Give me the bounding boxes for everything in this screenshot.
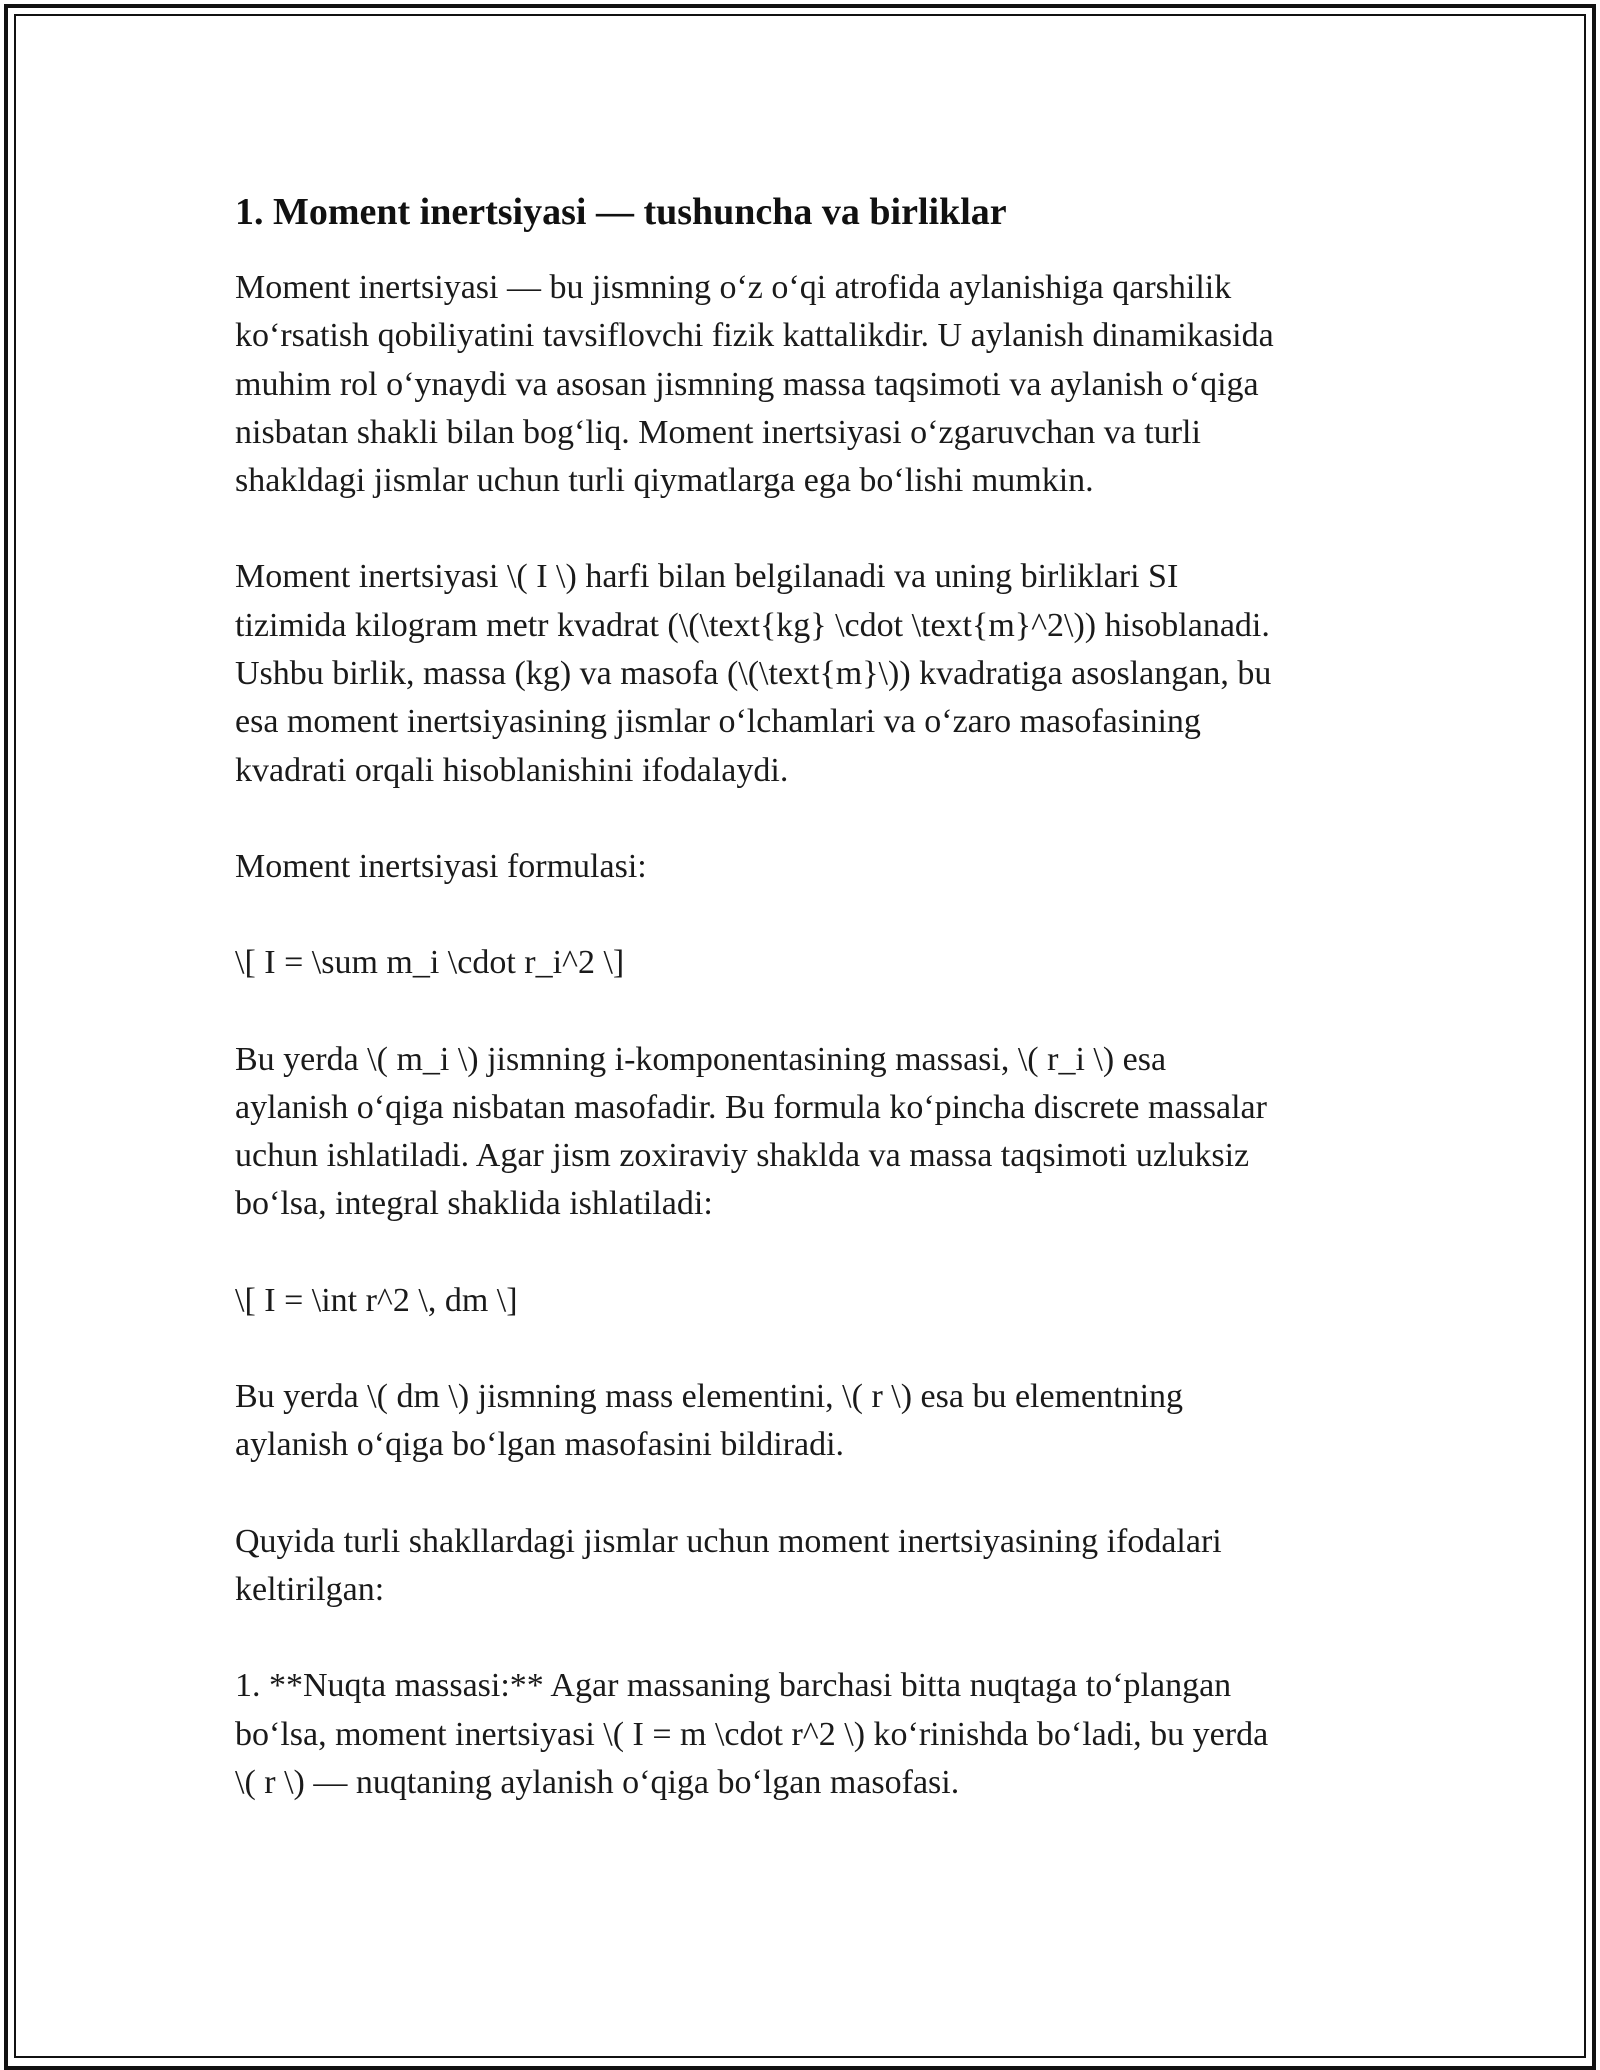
text-line: kvadrati orqali hisoblanishini ifodalaydi. [235, 751, 789, 789]
paragraph-formula-intro [235, 843, 1365, 891]
paragraph-definition [235, 264, 1365, 505]
text-line: aylanish o‘qiga bo‘lgan masofasini bildiradi. [235, 1426, 845, 1464]
text-line: Moment inertsiyasi — bu jismning o‘z o‘qi atrofida aylanishiga qarshilik [235, 269, 1232, 306]
text-line: Moment inertsiyasi formulasi: [235, 847, 647, 885]
text-line: muhim rol o‘ynaydi va asosan jismning massa taqsimoti va aylanish o‘qiga [235, 365, 1259, 403]
text-line: Quyida turli shakllardagi jismlar uchun moment inertsiyasining ifodalari [235, 1522, 1222, 1560]
text-line: Bu yerda \( m_i \) jismning i-komponentasining massasi, \( r_i \) esa [235, 1040, 1167, 1078]
text-line: Moment inertsiyasi \( I \) harfi bilan belgilanadi va uning birliklari SI [235, 558, 1179, 596]
section-heading: 1. Moment inertsiyasi — tushuncha va birliklar [235, 191, 1007, 233]
text-line: tizimida kilogram metr kvadrat (\(\text{kg} \cdot \text{m}^2\)) hisoblanadi. [235, 606, 1270, 644]
formula-line: \[ I = \sum m_i \cdot r_i^2 \] [235, 944, 625, 982]
text-line: 1. **Nuqta massasi:** Agar massaning barchasi bitta nuqtaga to‘plangan [235, 1667, 1232, 1705]
paragraph-integral-explanation [235, 1373, 1365, 1470]
formula-sum [235, 939, 1365, 987]
document-body [235, 186, 1365, 1855]
text-line: shakldagi jismlar uchun turli qiymatlarga ega bo‘lishi mumkin. [235, 462, 1094, 500]
text-line: keltirilgan: [235, 1570, 385, 1608]
text-line: nisbatan shakli bilan bog‘liq. Moment inertsiyasi o‘zgaruvchan va turli [235, 413, 1201, 451]
paragraph-units [235, 553, 1365, 794]
paragraph-shapes-intro [235, 1518, 1365, 1615]
text-line: aylanish o‘qiga nisbatan masofadir. Bu formula ko‘pincha discrete massalar [235, 1088, 1267, 1126]
text-line: esa moment inertsiyasining jismlar o‘lchamlari va o‘zaro masofasining [235, 703, 1201, 741]
text-line: bo‘lsa, moment inertsiyasi \( I = m \cdot r^2 \) ko‘rinishda bo‘ladi, bu yerda [235, 1715, 1269, 1753]
text-line: Ushbu birlik, massa (kg) va masofa (\(\text{m}\)) kvadratiga asoslangan, bu [235, 655, 1272, 693]
formula-line: \[ I = \int r^2 \, dm \] [235, 1281, 518, 1319]
text-line: \( r \) — nuqtaning aylanish o‘qiga bo‘lgan masofasi. [235, 1763, 960, 1801]
list-item-point-mass [235, 1662, 1365, 1807]
paragraph-sum-explanation [235, 1036, 1365, 1229]
text-line: ko‘rsatish qobiliyatini tavsiflovchi fizik kattalikdir. U aylanish dinamikasida [235, 317, 1274, 355]
text-line: bo‘lsa, integral shaklida ishlatiladi: [235, 1185, 713, 1223]
text-line: Bu yerda \( dm \) jismning mass elementini, \( r \) esa bu elementning [235, 1378, 1184, 1416]
text-line: uchun ishlatiladi. Agar jism zoxiraviy shaklda va massa taqsimoti uzluksiz [235, 1137, 1250, 1175]
formula-integral [235, 1277, 1365, 1325]
